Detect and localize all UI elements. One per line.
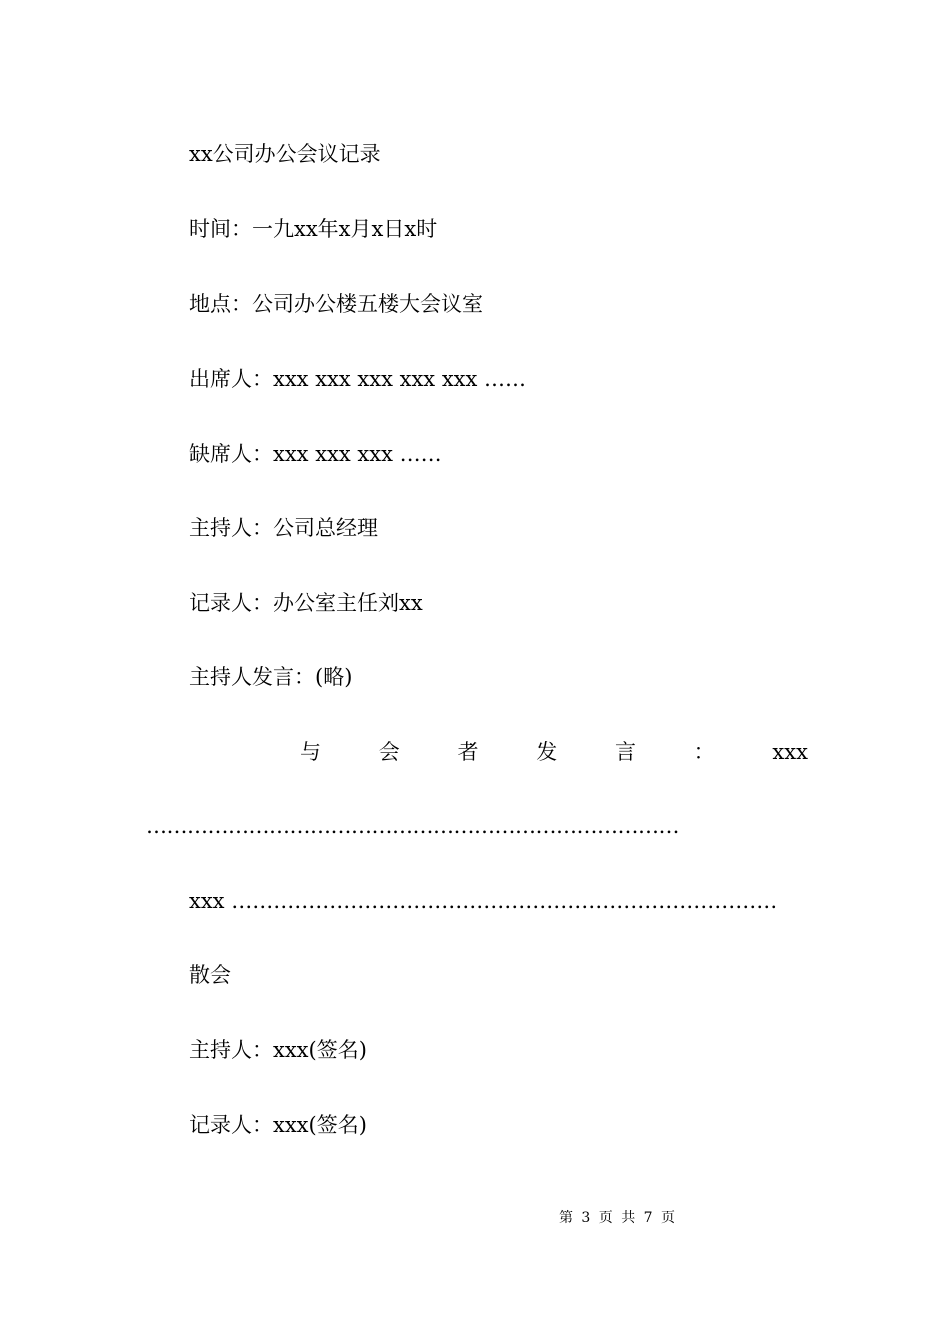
speech-char: 言: [614, 740, 636, 764]
page-footer: [0, 1208, 950, 1228]
absentees: 缺席人：xxx xxx xxx ……: [189, 442, 442, 466]
participant-speech-heading: [300, 738, 808, 766]
meeting-place: 地点：公司办公楼五楼大会议室: [189, 292, 483, 316]
attendees: 出席人：xxx xxx xxx xxx xxx ……: [189, 367, 527, 391]
participant-speech-dots: ……………………………………………………………………: [146, 814, 679, 838]
host-speech: 主持人发言：(略): [189, 665, 353, 689]
recorder: 记录人：办公室主任刘xx: [189, 591, 423, 615]
speech-char: ：: [693, 740, 715, 764]
participant-speech-line2: xxx ……………………………………………………………………: [189, 889, 778, 913]
host-signature: 主持人：xxx(签名): [189, 1038, 367, 1062]
speech-char: 会: [378, 740, 400, 764]
speech-char: 发: [536, 740, 558, 764]
host: 主持人：公司总经理: [189, 516, 378, 540]
meeting-time: 时间：一九xx年x月x日x时: [189, 217, 438, 241]
speech-char: 与: [300, 740, 321, 764]
recorder-signature: 记录人：xxx(签名): [189, 1113, 367, 1137]
speech-char: 者: [457, 740, 479, 764]
speech-char: xxx: [772, 740, 808, 764]
adjourn: 散会: [189, 963, 231, 987]
page-number: 第 3 页 共 7 页: [558, 1210, 676, 1226]
document-title: xx公司办公会议记录: [189, 142, 381, 166]
